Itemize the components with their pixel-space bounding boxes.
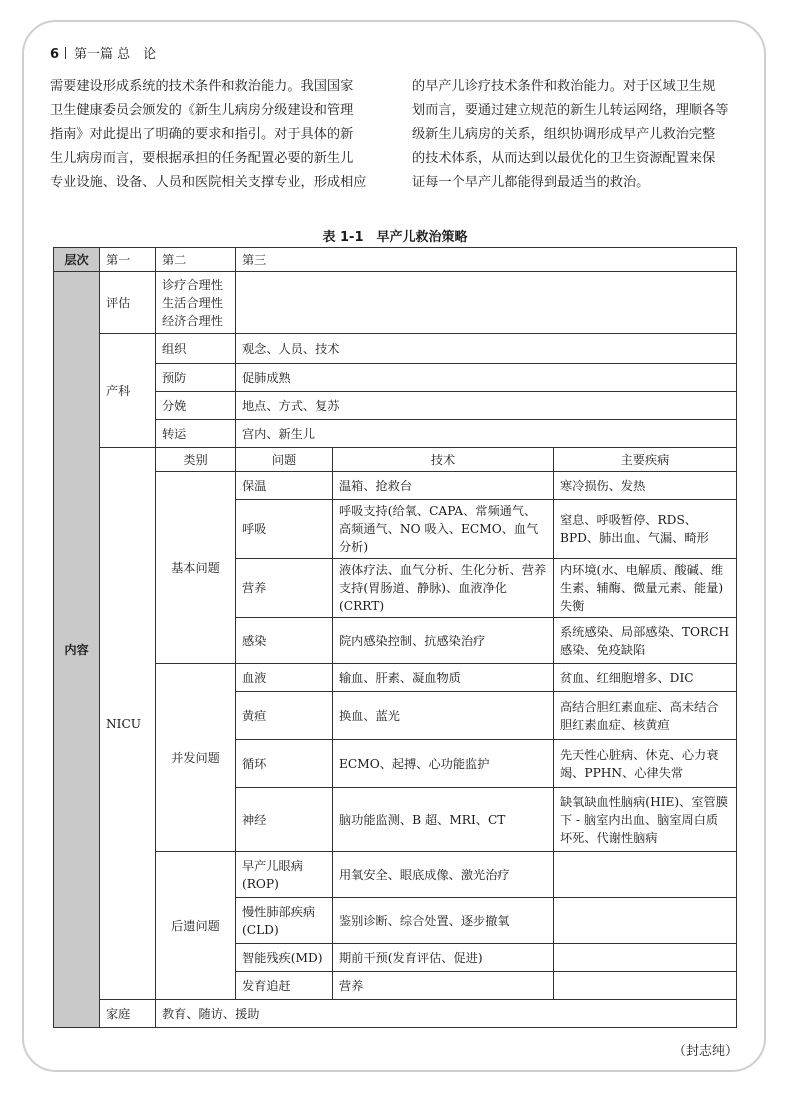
nicu-disease xyxy=(554,852,737,898)
nicu-basic-label: 基本问题 xyxy=(156,472,236,664)
page-number: 6 xyxy=(50,47,60,62)
nicu-technology: 期前干预(发育评估、促进) xyxy=(333,944,554,972)
nicu-disease: 内环境(水、电解质、酸碱、维生素、辅酶、微量元素、能量)失衡 xyxy=(554,559,737,618)
header-divider xyxy=(65,47,66,59)
nicu-problem: 保温 xyxy=(236,472,333,500)
part-title: 第一篇 总 论 xyxy=(74,47,157,62)
text-line: 划而言，要通过建立规范的新生儿转运网络，理顺各等 xyxy=(412,103,729,118)
obstetrics-item-detail: 宫内、新生儿 xyxy=(236,420,737,448)
assessment-empty-cell xyxy=(236,272,737,334)
family-label: 家庭 xyxy=(100,1000,156,1028)
nicu-technology: 换血、蓝光 xyxy=(333,692,554,740)
nicu-disease: 贫血、红细胞增多、DIC xyxy=(554,664,737,692)
nicu-disease: 高结合胆红素血症、高未结合胆红素血症、核黄疸 xyxy=(554,692,737,740)
text-line: 卫生健康委员会颁发的《新生儿病房分级建设和管理 xyxy=(50,103,354,118)
obstetrics-item-detail: 促肺成熟 xyxy=(236,364,737,392)
nicu-technology: 营养 xyxy=(333,972,554,1000)
header-level: 层次 xyxy=(54,248,100,272)
nicu-header-problem: 问题 xyxy=(236,448,333,472)
obstetrics-item-detail: 观念、人员、技术 xyxy=(236,334,737,364)
obstetrics-item-detail: 地点、方式、复苏 xyxy=(236,392,737,420)
nicu-problem: 神经 xyxy=(236,788,333,852)
assessment-item: 诊疗合理性 xyxy=(162,277,223,292)
nicu-technology: 院内感染控制、抗感染治疗 xyxy=(333,618,554,664)
nicu-disease xyxy=(554,898,737,944)
nicu-technology: 呼吸支持(给氧、CAPA、常频通气、高频通气、NO 吸入、ECMO、血气分析) xyxy=(333,500,554,559)
text-line: 生儿病房而言，要根据承担的任务配置必要的新生儿 xyxy=(50,151,354,166)
nicu-problem: 发育追赶 xyxy=(236,972,333,1000)
nicu-problem: 营养 xyxy=(236,559,333,618)
text-line: 级新生儿病房的关系，组织协调形成早产儿救治完整 xyxy=(412,127,716,142)
nicu-technology: 用氧安全、眼底成像、激光治疗 xyxy=(333,852,554,898)
nicu-disease: 寒冷损伤、发热 xyxy=(554,472,737,500)
nicu-problem: 慢性肺部疾病(CLD) xyxy=(236,898,333,944)
nicu-problem: 智能残疾(MD) xyxy=(236,944,333,972)
nicu-problem: 早产儿眼病(ROP) xyxy=(236,852,333,898)
obstetrics-label: 产科 xyxy=(100,334,156,448)
nicu-row xyxy=(54,472,737,500)
obstetrics-item-name: 分娩 xyxy=(156,392,236,420)
nicu-problem: 黄疸 xyxy=(236,692,333,740)
nicu-disease: 先天性心脏病、休克、心力衰竭、PPHN、心律失常 xyxy=(554,740,737,788)
nicu-sequelae-label: 后遗问题 xyxy=(156,852,236,1000)
assessment-items xyxy=(156,272,236,334)
obstetrics-row xyxy=(54,392,737,420)
nicu-complication-label: 并发问题 xyxy=(156,664,236,852)
text-line: 专业设施、设备、人员和医院相关支撑专业，形成相应 xyxy=(50,175,367,190)
nicu-problem: 循环 xyxy=(236,740,333,788)
text-line: 需要建设形成系统的技术条件和救治能力。我国国家 xyxy=(50,79,354,94)
text-line: 指南》对此提出了明确的要求和指引。对于具体的新 xyxy=(50,127,354,142)
assessment-label: 评估 xyxy=(100,272,156,334)
nicu-label: NICU xyxy=(100,448,156,1000)
nicu-problem: 血液 xyxy=(236,664,333,692)
nicu-technology: 液体疗法、血气分析、生化分析、营养支持(胃肠道、静脉)、血液净化(CRRT) xyxy=(333,559,554,618)
nicu-technology: 输血、肝素、凝血物质 xyxy=(333,664,554,692)
nicu-problem: 呼吸 xyxy=(236,500,333,559)
family-detail: 教育、随访、援助 xyxy=(156,1000,737,1028)
running-head xyxy=(50,43,156,62)
nicu-technology: ECMO、起搏、心功能监护 xyxy=(333,740,554,788)
body-text-left-column xyxy=(50,75,370,195)
table-header-row xyxy=(54,248,737,272)
author-credit: （封志纯） xyxy=(672,1044,738,1059)
assessment-item: 生活合理性 xyxy=(162,295,223,310)
obstetrics-row xyxy=(54,420,737,448)
header-third: 第三 xyxy=(236,248,737,272)
header-first: 第一 xyxy=(100,248,156,272)
nicu-disease xyxy=(554,972,737,1000)
nicu-subheader-row xyxy=(54,448,737,472)
text-line: 的技术体系，从而达到以最优化的卫生资源配置来保 xyxy=(412,151,716,166)
nicu-header-disease: 主要疾病 xyxy=(554,448,737,472)
nicu-disease: 系统感染、局部感染、TORCH 感染、免疫缺陷 xyxy=(554,618,737,664)
obstetrics-row xyxy=(54,364,737,392)
obstetrics-item-name: 转运 xyxy=(156,420,236,448)
nicu-problem: 感染 xyxy=(236,618,333,664)
text-line: 的早产儿诊疗技术条件和救治能力。对于区域卫生规 xyxy=(412,79,716,94)
content-label: 内容 xyxy=(54,272,100,1028)
nicu-disease: 缺氧缺血性脑病(HIE)、室管膜下 - 脑室内出血、脑室周白质坏死、代谢性脑病 xyxy=(554,788,737,852)
nicu-row xyxy=(54,664,737,692)
family-row xyxy=(54,1000,737,1028)
text-line: 证每一个早产儿都能得到最适当的救治。 xyxy=(412,175,650,190)
table-title: 表 1-1 早产儿救治策略 xyxy=(322,230,468,245)
header-second: 第二 xyxy=(156,248,236,272)
assessment-row xyxy=(54,272,737,334)
strategy-table xyxy=(53,247,737,1028)
obstetrics-item-name: 组织 xyxy=(156,334,236,364)
nicu-row xyxy=(54,852,737,898)
body-text-right-column xyxy=(412,75,732,195)
nicu-technology: 温箱、抢救台 xyxy=(333,472,554,500)
nicu-header-category: 类别 xyxy=(156,448,236,472)
nicu-disease xyxy=(554,944,737,972)
nicu-header-technology: 技术 xyxy=(333,448,554,472)
assessment-item: 经济合理性 xyxy=(162,313,223,328)
nicu-technology: 脑功能监测、B 超、MRI、CT xyxy=(333,788,554,852)
nicu-technology: 鉴别诊断、综合处置、逐步撤氧 xyxy=(333,898,554,944)
obstetrics-row xyxy=(54,334,737,364)
obstetrics-item-name: 预防 xyxy=(156,364,236,392)
nicu-disease: 窒息、呼吸暂停、RDS、BPD、肺出血、气漏、畸形 xyxy=(554,500,737,559)
